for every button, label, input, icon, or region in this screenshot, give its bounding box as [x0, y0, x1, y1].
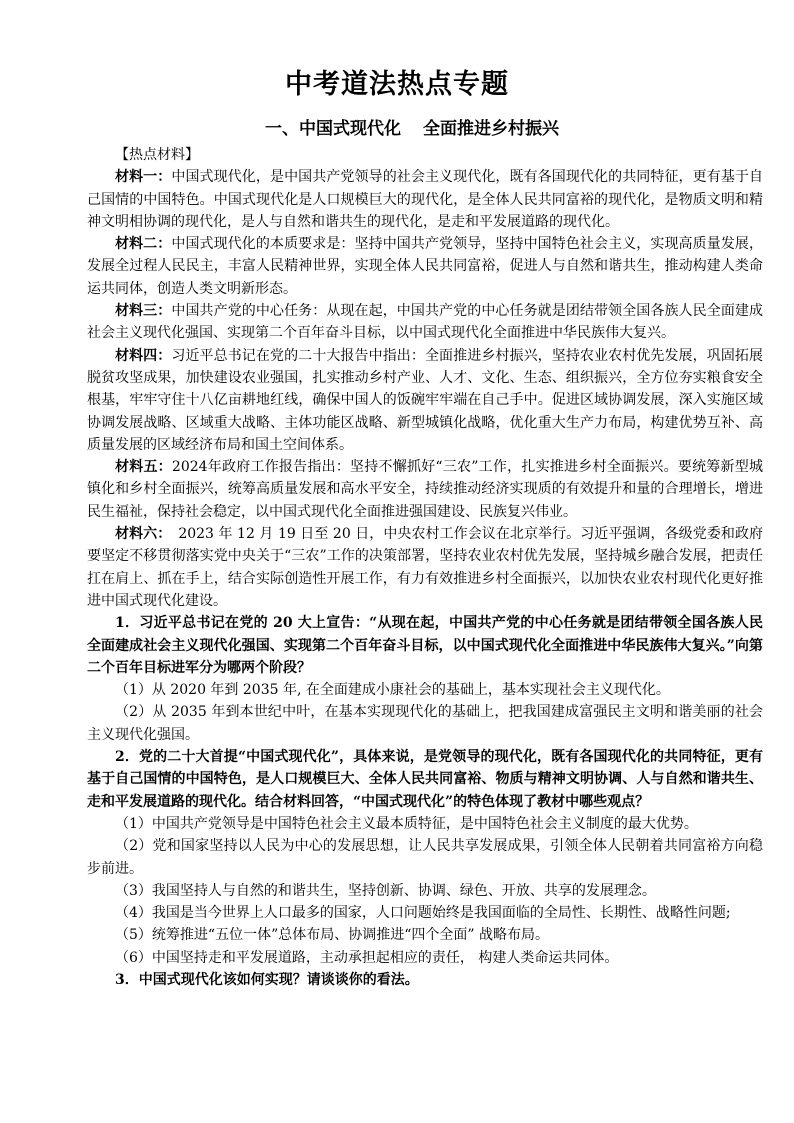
material-paragraph: [87, 523, 763, 612]
answer-item: （2）从 2035 年到本世纪中叶，在基本实现现代化的基础上，把我国建成富强民主文明和谐美丽的社会主义现代化强国。: [87, 704, 763, 743]
material-paragraph: [87, 233, 763, 300]
material-paragraph: [87, 300, 763, 345]
material-text: 2023 年 12 月 19 日至 20 日，中央农村工作会议在北京举行。习近平强调，各级党委和政府要坚定不移贯彻落实党中央关于“三农”工作的决策部署，坚持农业农村优先发展，坚持城乡融合发展，把责任扛在肩上、抓在手上，结合实际创造性开展工作，有力有效推进乡村全面振兴，以加快农业农村现代化更好推进中国式现代化建设。: [87, 526, 764, 609]
question-2: 2．党的二十大首提“中国式现代化”，具体来说，是党领导的现代化，既有各国现代化的共同特征，更有基于自己国情的中国特色，是人口规模巨大、全体人民共同富裕、物质与精神文明协调、人与自然和谐共生、走和平发展道路的现代化。结合材料回答，“中国式现代化”的特色体现了教材中哪些观点？: [87, 749, 763, 810]
section-heading-part2: 全面推进乡村振兴: [423, 119, 559, 139]
material-text: 中国式现代化的本质要求是：坚持中国共产党领导，坚持中国特色社会主义，实现高质量发展，发展全过程人民民主，丰富人民精神世界，实现全体人民共同富裕，促进人与自然和谐共生，推动构建人类命运共同体，创造人类文明新形态。: [87, 236, 764, 297]
material-paragraph: [87, 456, 763, 523]
answer-item: （4）我国是当今世界上人口最多的国家，人口问题始终是我国面临的全局性、长期性、战略性问题;: [115, 905, 731, 922]
document-body: [87, 144, 763, 991]
section-heading-part1: 一、中国式现代化: [265, 119, 401, 139]
question-3: 3．中国式现代化该如何实现？请谈谈你的看法。: [115, 971, 419, 988]
answer-item: （5）统筹推进“五位一体”总体布局、协调推进“四个全面” 战略布局。: [115, 927, 549, 944]
material-lead: 材料四：: [115, 347, 172, 364]
material-lead: 材料三：: [115, 303, 172, 320]
material-lead: 材料一：: [115, 169, 172, 186]
hot-material-label: 【热点材料】: [115, 147, 199, 163]
answer-item: （6）中国坚持走和平发展道路，主动承担起相应的责任， 构建人类命运共同体。: [115, 949, 619, 966]
material-lead: 材料五：: [115, 459, 172, 476]
material-lead: 材料六：: [115, 526, 165, 543]
question-1: 1．习近平总书记在党的 20 大上宣告：“从现在起，中国共产党的中心任务就是团结带领全国各族人民全面建成社会主义现代化强国、实现第二个百年奋斗目标，以中国式现代化全面推进中华民族伟大复兴。”向第二个百年目标进军分为哪两个阶段？: [87, 615, 763, 676]
material-text: 2024年政府工作报告指出：坚持不懈抓好“三农”工作，扎实推进乡村全面振兴。要统筹新型城镇化和乡村全面振兴，统筹高质量发展和高水平安全，持续推动经济实现质的有效提升和量的合理增长，增进民生福祉，保持社会稳定，以中国式现代化全面推进强国建设、民族复兴伟业。: [87, 459, 763, 520]
material-paragraph: [87, 345, 763, 456]
answer-item: （3）我国坚持人与自然的和谐共生，坚持创新、协调、绿色、开放、共享的发展理念。: [115, 882, 656, 899]
material-paragraph: [87, 166, 763, 233]
document-title: 中考道法热点专题: [285, 69, 509, 100]
material-text: 中国共产党的中心任务：从现在起，中国共产党的中心任务就是团结带领全国各族人民全面建成社会主义现代化强国、实现第二个百年奋斗目标，以中国式现代化全面推进中华民族伟大复兴。: [87, 303, 764, 342]
answer-item: （2）党和国家坚持以人民为中心的发展思想，让人民共享发展成果，引领全体人民朝着共同富裕方向稳步前进。: [87, 838, 763, 877]
answer-item: （1）中国共产党领导是中国特色社会主义最本质特征，是中国特色社会主义制度的最大优势。: [115, 815, 698, 832]
material-text: 中国式现代化，是中国共产党领导的社会主义现代化，既有各国现代化的共同特征，更有基于自己国情的中国特色。中国式现代化是人口规模巨大的现代化，是全体人民共同富裕的现代化，是物质文明和精神文明相协调的现代化，是人与自然和谐共生的现代化，是走和平发展道路的现代化。: [87, 169, 764, 230]
section-heading: [0, 114, 794, 139]
answer-item: （1）从 2020 年到 2035 年, 在全面建成小康社会的基础上，基本实现社会主义现代化。: [115, 682, 670, 699]
material-text: 习近平总书记在党的二十大报告中指出：全面推进乡村振兴，坚持农业农村优先发展，巩固拓展脱贫攻坚成果，加快建设农业强国，扎实推动乡村产业、人才、文化、生态、组织振兴，全方位夯实粮食安全根基，牢牢守住十八亿亩耕地红线，确保中国人的饭碗牢牢端在自己手中。促进区域协调发展，深入实施区域协调发展战略、区域重大战略、主体功能区战略、新型城镇化战略，优化重大生产力布局，构建优势互补、高质量发展的区域经济布局和国土空间体系。: [87, 347, 764, 453]
material-lead: 材料二：: [115, 236, 172, 253]
